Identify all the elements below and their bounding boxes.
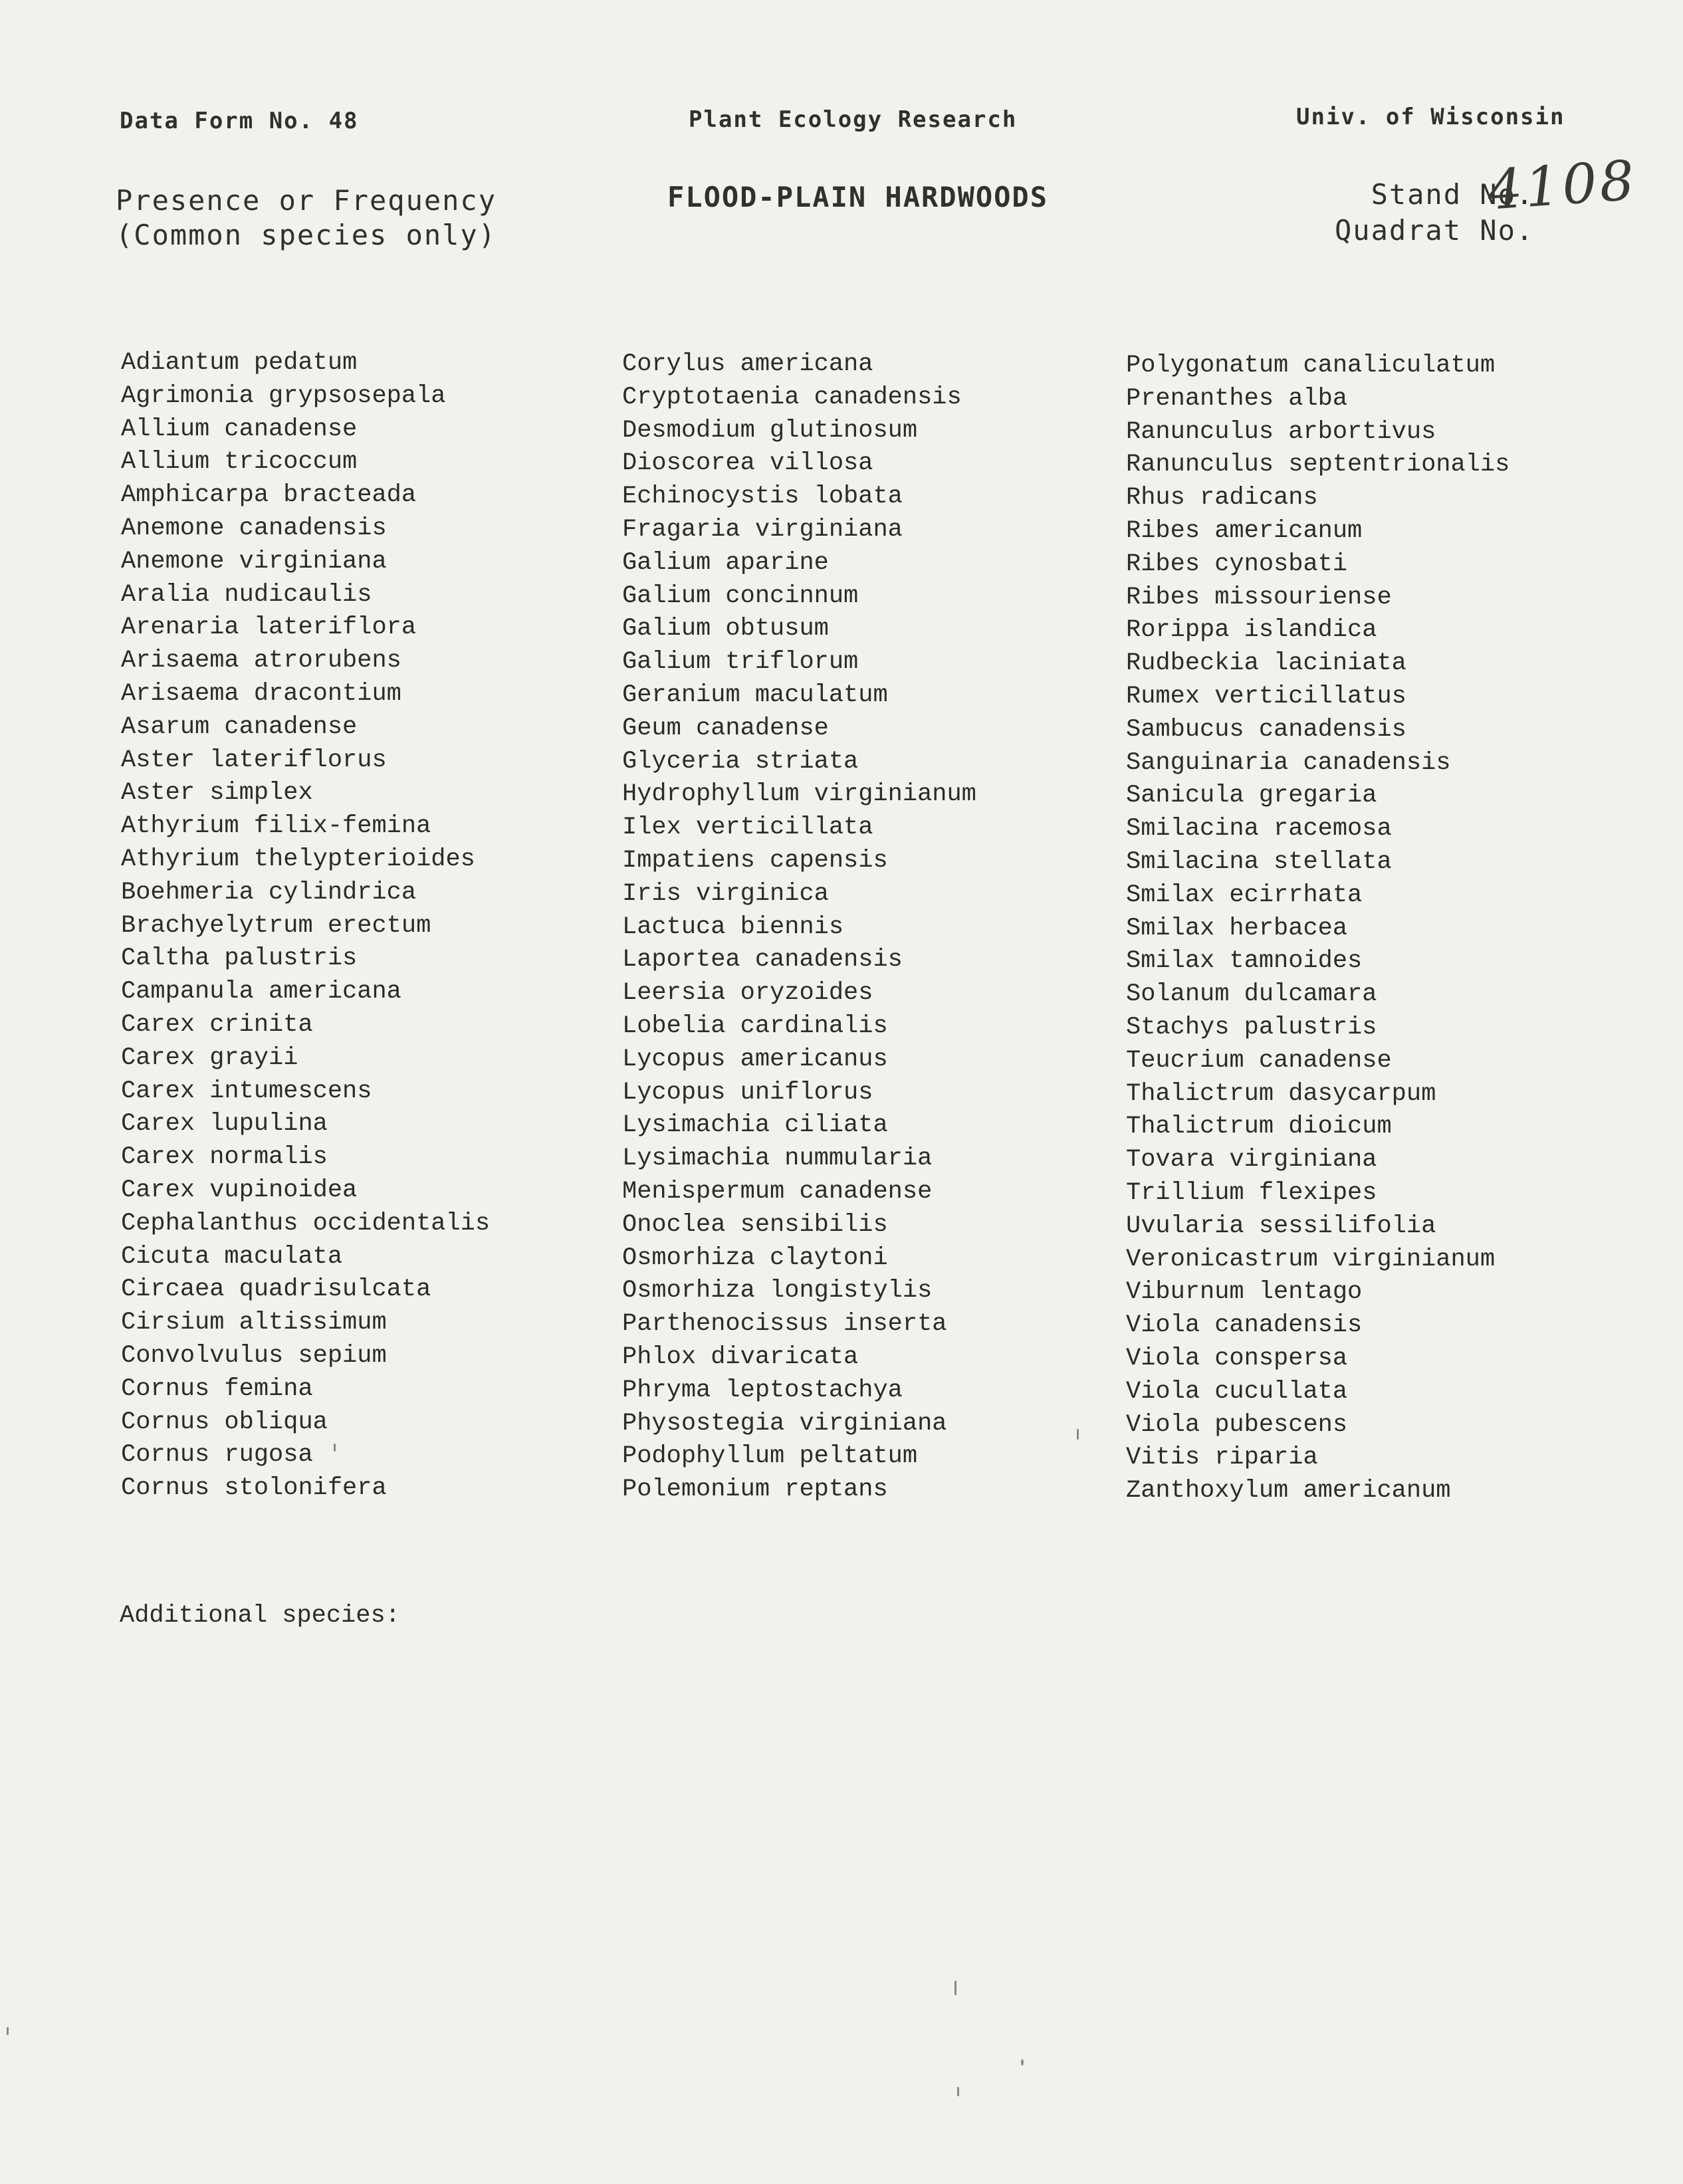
species-item: Osmorhiza longistylis xyxy=(622,1277,933,1305)
species-item: Cornus rugosa xyxy=(121,1441,313,1470)
species-item: Viburnum lentago xyxy=(1126,1278,1363,1307)
species-item: Sanicula gregaria xyxy=(1126,782,1377,810)
species-item: Arisaema atrorubens xyxy=(121,647,401,675)
quadrat-label: Quadrat No. xyxy=(1335,214,1535,247)
species-item: Onoclea sensibilis xyxy=(622,1210,888,1239)
species-item: Sanguinaria canadensis xyxy=(1126,748,1451,777)
species-item: Convolvulus sepium xyxy=(121,1341,387,1370)
species-item: Cicuta maculata xyxy=(121,1242,343,1271)
species-item: Glyceria striata xyxy=(622,747,859,776)
species-item: Viola pubescens xyxy=(1126,1410,1348,1439)
species-item: Polygonatum canaliculatum xyxy=(1126,352,1496,380)
stand-number-handwritten: 4108 xyxy=(1485,149,1639,223)
species-item: Polemonium reptans xyxy=(622,1475,888,1504)
species-item: Galium aparine xyxy=(622,548,829,577)
species-item: Phryma leptostachya xyxy=(622,1376,903,1404)
species-item: Carex grayii xyxy=(121,1043,298,1072)
species-item: Boehmeria cylindrica xyxy=(121,878,417,907)
species-item: Arenaria lateriflora xyxy=(121,613,417,642)
species-item: Cephalanthus occidentalis xyxy=(121,1209,491,1238)
species-item: Rudbeckia laciniata xyxy=(1126,649,1406,678)
species-item: Iris virginica xyxy=(622,879,829,908)
species-item: Amphicarpa bracteada xyxy=(121,481,417,510)
species-item: Hydrophyllum virginianum xyxy=(622,780,976,809)
species-item: Ribes americanum xyxy=(1126,516,1363,545)
species-item: Uvularia sessilifolia xyxy=(1126,1212,1436,1240)
species-item: Geranium maculatum xyxy=(622,681,888,709)
species-item: Adiantum pedatum xyxy=(121,349,358,377)
species-item: Anemone canadensis xyxy=(121,514,387,542)
species-item: Teucrium canadense xyxy=(1126,1046,1392,1075)
species-item: Laportea canadensis xyxy=(622,946,903,974)
species-item: Allium tricoccum xyxy=(121,448,358,477)
species-item: Anemone virginiana xyxy=(121,547,387,576)
stand-label: Stand No. xyxy=(1371,178,1535,211)
presence-line-1: Presence or Frequency xyxy=(116,184,497,217)
species-item: Allium canadense xyxy=(121,415,358,443)
species-column-3 xyxy=(1126,350,1510,1508)
species-item: Smilax herbacea xyxy=(1126,914,1348,942)
species-item: Dioscorea villosa xyxy=(622,449,873,478)
species-item: Smilax ecirrhata xyxy=(1126,881,1363,909)
species-item: Brachyelytrum erectum xyxy=(121,911,431,940)
species-item: Cornus femina xyxy=(121,1374,313,1403)
species-item: Geum canadense xyxy=(622,714,829,742)
species-item: Aster lateriflorus xyxy=(121,746,387,774)
species-item: Caltha palustris xyxy=(121,944,358,973)
species-item: Galium concinnum xyxy=(622,582,859,610)
species-item: Lycopus uniflorus xyxy=(622,1078,873,1107)
presence-line-2: (Common species only) xyxy=(116,219,497,251)
species-item: Carex vupinoidea xyxy=(121,1176,358,1204)
species-item: Ribes missouriense xyxy=(1126,583,1392,611)
species-column-2 xyxy=(622,348,976,1507)
species-item: Prenanthes alba xyxy=(1126,384,1348,413)
species-item: Smilacina stellata xyxy=(1126,847,1392,876)
species-item: Ilex verticillata xyxy=(622,814,873,842)
species-item: Viola canadensis xyxy=(1126,1311,1363,1340)
species-item: Podophyllum peltatum xyxy=(622,1442,918,1471)
species-item: Vitis riparia xyxy=(1126,1444,1318,1472)
species-item: Parthenocissus inserta xyxy=(622,1310,947,1339)
species-item: Impatiens capensis xyxy=(622,846,888,875)
paper-speck xyxy=(957,2087,959,2096)
species-item: Lysimachia ciliata xyxy=(622,1111,888,1140)
species-item: Circaea quadrisulcata xyxy=(121,1275,431,1304)
community-title: FLOOD-PLAIN HARDWOODS xyxy=(667,181,1049,213)
species-item: Arisaema dracontium xyxy=(121,679,401,708)
species-item: Phlox divaricata xyxy=(622,1343,859,1371)
species-item: Corylus americana xyxy=(622,350,873,378)
species-item: Lactuca biennis xyxy=(622,913,844,941)
species-item: Thalictrum dasycarpum xyxy=(1126,1079,1436,1108)
species-item: Cornus stolonifera xyxy=(121,1474,387,1503)
species-item: Menispermum canadense xyxy=(622,1177,933,1206)
species-item: Carex lupulina xyxy=(121,1110,328,1139)
species-item: Solanum dulcamara xyxy=(1126,980,1377,1009)
species-item: Campanula americana xyxy=(121,978,401,1006)
species-item: Agrimonia grypsosepala xyxy=(121,382,446,410)
paper-speck xyxy=(1077,1429,1079,1440)
species-item: Rumex verticillatus xyxy=(1126,682,1406,710)
species-item: Lycopus americanus xyxy=(622,1045,888,1073)
species-item: Aralia nudicaulis xyxy=(121,580,372,609)
species-item: Carex crinita xyxy=(121,1010,313,1039)
species-item: Lysimachia nummularia xyxy=(622,1145,933,1173)
species-item: Thalictrum dioicum xyxy=(1126,1113,1392,1141)
species-item: Cryptotaenia canadensis xyxy=(622,383,962,411)
species-item: Viola conspersa xyxy=(1126,1344,1348,1372)
paper-speck xyxy=(7,2027,9,2035)
species-item: Carex intumescens xyxy=(121,1077,372,1105)
species-item: Osmorhiza claytoni xyxy=(622,1244,888,1272)
additional-species-label: Additional species: xyxy=(120,1602,400,1630)
species-item: Stachys palustris xyxy=(1126,1013,1377,1041)
species-item: Ribes cynosbati xyxy=(1126,550,1348,578)
species-item: Tovara virginiana xyxy=(1126,1146,1377,1174)
paper-speck xyxy=(1021,2059,1024,2066)
species-item: Athyrium filix-femina xyxy=(121,812,431,841)
species-item: Ranunculus septentrionalis xyxy=(1126,451,1510,479)
species-item: Smilax tamnoides xyxy=(1126,947,1363,976)
species-item: Galium obtusum xyxy=(622,615,829,643)
species-item: Rorippa islandica xyxy=(1126,616,1377,645)
species-item: Viola cucullata xyxy=(1126,1377,1348,1406)
species-item: Leersia oryzoides xyxy=(622,979,873,1008)
species-item: Ranunculus arbortivus xyxy=(1126,417,1436,446)
species-item: Carex normalis xyxy=(121,1143,328,1172)
species-item: Lobelia cardinalis xyxy=(622,1012,888,1040)
species-item: Veronicastrum virginianum xyxy=(1126,1245,1496,1273)
research-title: Plant Ecology Research xyxy=(689,106,1018,133)
species-item: Sambucus canadensis xyxy=(1126,715,1406,744)
species-item: Trillium flexipes xyxy=(1126,1178,1377,1207)
institution: Univ. of Wisconsin xyxy=(1296,104,1565,130)
species-item: Asarum canadense xyxy=(121,712,358,741)
species-item: Cornus obliqua xyxy=(121,1408,328,1436)
species-item: Physostegia virginiana xyxy=(622,1409,947,1438)
species-item: Athyrium thelypterioides xyxy=(121,845,475,873)
species-item: Aster simplex xyxy=(121,779,313,808)
paper-speck xyxy=(954,1981,956,1995)
form-number: Data Form No. 48 xyxy=(120,108,359,134)
species-item: Zanthoxylum americanum xyxy=(1126,1477,1451,1505)
species-column-1 xyxy=(121,347,490,1505)
species-item: Echinocystis lobata xyxy=(622,483,903,511)
species-item: Galium triflorum xyxy=(622,648,859,677)
paper-speck xyxy=(334,1444,336,1452)
species-item: Cirsium altissimum xyxy=(121,1309,387,1337)
species-item: Desmodium glutinosum xyxy=(622,416,918,445)
species-item: Fragaria virginiana xyxy=(622,515,903,544)
species-item: Smilacina racemosa xyxy=(1126,815,1392,843)
presence-frequency-label xyxy=(116,183,497,253)
species-item: Rhus radicans xyxy=(1126,484,1318,512)
